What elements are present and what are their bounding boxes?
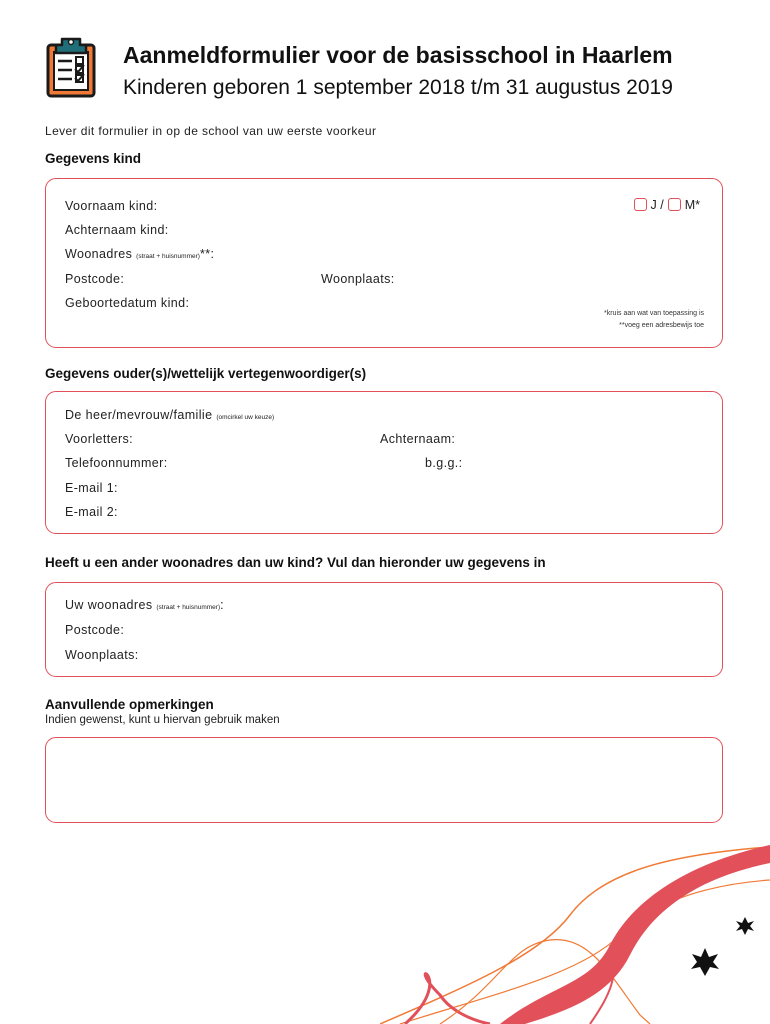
address-label: Woonadres [65,247,133,261]
first-name-field[interactable]: Voornaam kind: [65,199,158,213]
salutation-hint: (omcirkel uw keuze) [216,414,275,421]
city-field[interactable]: Woonplaats: [321,272,395,286]
ribbon-stars-decoration [380,835,770,1024]
email1-field[interactable]: E-mail 1: [65,481,118,495]
gender-m-label: M* [684,197,700,212]
salutation-field[interactable] [65,408,274,422]
page-title: Aanmeldformulier voor de basisschool in Haarlem [123,42,673,68]
alt-phone-field[interactable]: b.g.g.: [425,456,463,470]
footnote-check: *kruis aan wat van toepassing is [604,310,704,317]
child-details-box [45,178,723,348]
initials-field[interactable]: Voorletters: [65,432,134,446]
salutation-label: De heer/mevrouw/familie [65,408,213,422]
address-suffix: **: [199,247,215,261]
gender-selector [634,197,704,212]
address-field[interactable] [65,247,214,261]
remarks-subheading: Indien gewenst, kunt u hiervan gebruik maken [45,714,280,726]
footnote-address-proof: **voeg een adresbewijs toe [619,322,704,329]
parent-details-box [45,391,723,534]
other-address-box [45,582,723,677]
section-heading-parent: Gegevens ouder(s)/wettelijk vertegenwoordiger(s) [45,366,367,381]
parent-last-name-field[interactable]: Achternaam: [380,432,456,446]
clipboard-checklist-icon [45,36,97,98]
postcode-field[interactable]: Postcode: [65,272,125,286]
star-large-icon [691,948,719,976]
phone-field[interactable]: Telefoonnummer: [65,456,168,470]
other-address-hint: (straat + huisnummer) [156,604,221,611]
birthdate-field[interactable]: Geboortedatum kind: [65,296,190,310]
other-address-suffix: : [220,598,224,612]
other-postcode-field[interactable]: Postcode: [65,623,125,637]
address-hint: (straat + huisnummer) [136,253,200,260]
gender-j-label: J / [650,197,664,212]
intro-text: Lever dit formulier in op de school van uw eerste voorkeur [45,124,377,138]
star-small-icon [736,917,754,935]
last-name-field[interactable]: Achternaam kind: [65,223,169,237]
email2-field[interactable]: E-mail 2: [65,505,118,519]
other-address-field[interactable] [65,598,224,612]
other-address-label: Uw woonadres [65,598,153,612]
section-heading-remarks: Aanvullende opmerkingen [45,697,214,712]
gender-j-checkbox[interactable] [634,198,647,211]
gender-m-checkbox[interactable] [668,198,681,211]
section-heading-other-address: Heeft u een ander woonadres dan uw kind? Vul dan hieronder uw gegevens in [45,555,546,570]
page-subtitle: Kinderen geboren 1 september 2018 t/m 31 augustus 2019 [123,76,673,99]
section-heading-child: Gegevens kind [45,151,142,166]
remarks-textarea[interactable] [45,737,723,823]
other-city-field[interactable]: Woonplaats: [65,648,139,662]
